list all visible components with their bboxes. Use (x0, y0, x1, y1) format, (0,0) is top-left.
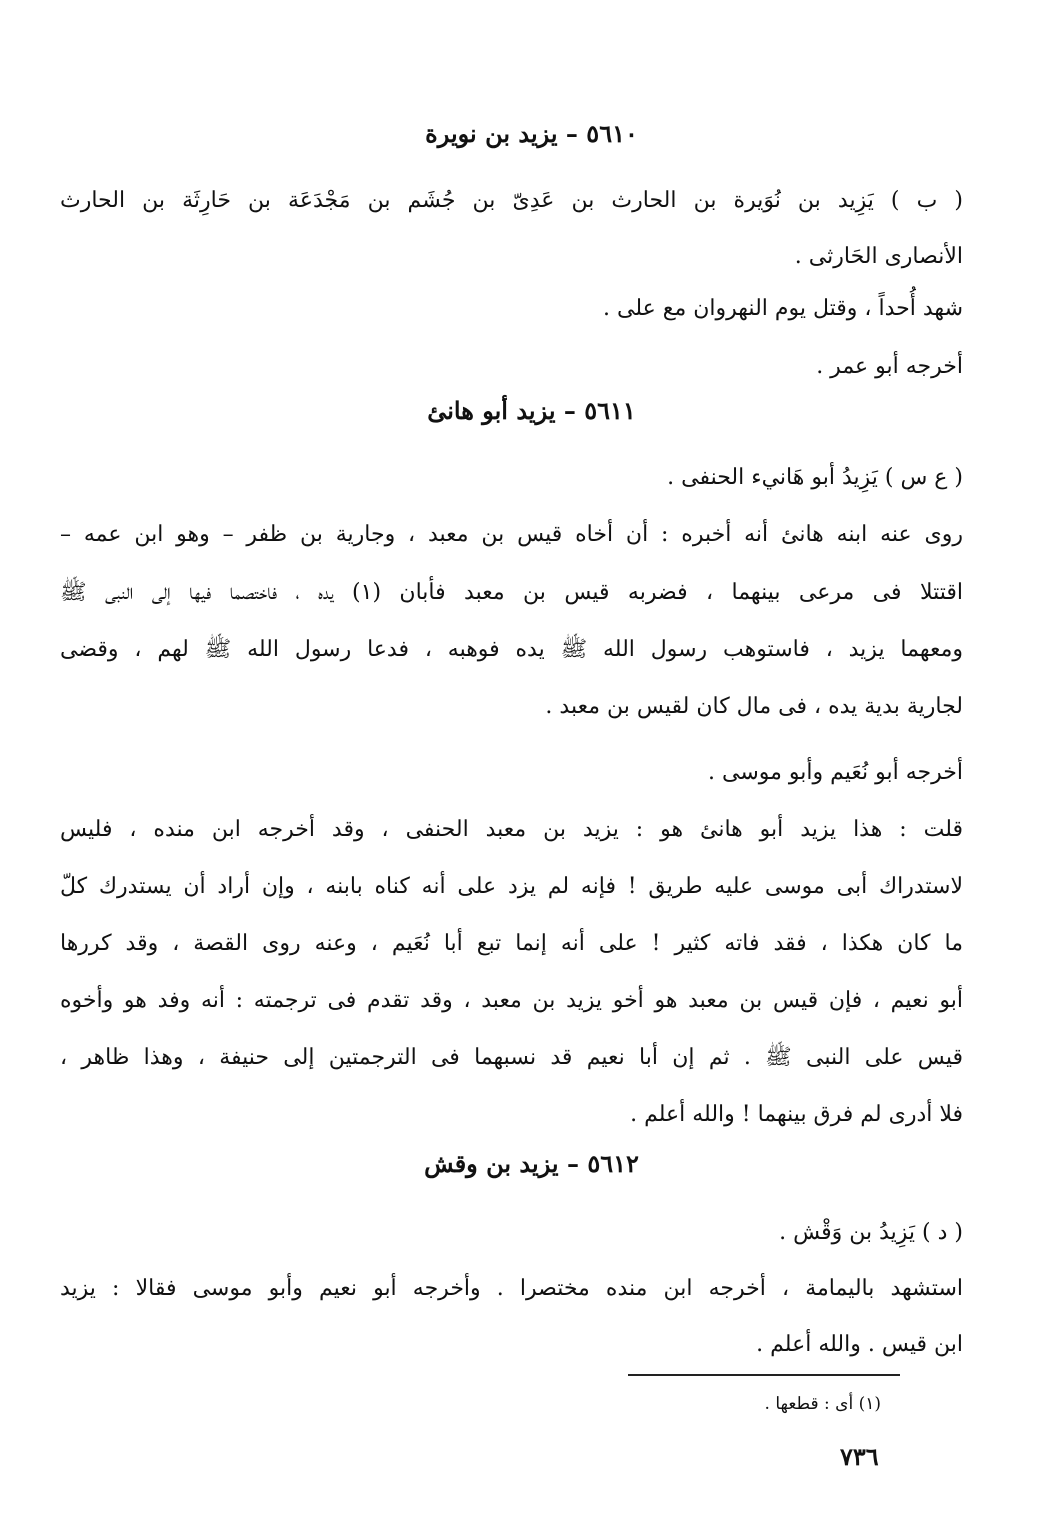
entry-5611-line-9: ما كان هكذا ، فقد فاته كثير ! على أنه إنما تبع أبا نُعَيم ، وعنه روى القصة ، وقد كررها (60, 931, 963, 956)
entry-5612-line-2: استشهد باليمامة ، أخرجه ابن منده مختصرا . وأخرجه أبو نعيم وأبو موسى فقالا : يزيد (60, 1276, 963, 1301)
entry-heading-5612: ٥٦١٢ – يزيد بن وقش (424, 1149, 639, 1178)
entry-5611-line-6: أخرجه أبو نُعَيم وأبو موسى . (708, 760, 963, 785)
entry-heading-5611: ٥٦١١ – يزيد أبو هانئ (427, 396, 636, 425)
entry-5611-line-12: فلا أدرى لم فرق بينهما ! والله أعلم . (630, 1102, 963, 1127)
entry-5611-line-2: روى عنه ابنه هانئ أنه أخبره : أن أخاه قيس بن معبد ، وجارية بن ظفر – وهو ابن عمه – (60, 522, 963, 547)
entry-5611-line-11: قيس على النبى ﷺ . ثم إن أبا نعيم قد نسبهما فى الترجمتين إلى حنيفة ، وهذا ظاهر ، (60, 1045, 963, 1070)
page-number: ٧٣٦ (840, 1442, 879, 1471)
entry-5610-line-1: ( ب ) يَزِيد بن نُوَيرة بن الحارث بن عَدِىّ بن جُشَم بن مَجْدَعَة بن حَارِثَة بن الحارث (60, 188, 963, 213)
entry-5610-line-2: الأنصارى الحَارثى . (794, 244, 963, 269)
entry-5611-line-4: ومعهما يزيد ، فاستوهب رسول الله ﷺ يده فوهبه ، فدعا رسول الله ﷺ لهم ، وقضى (60, 637, 963, 662)
entry-5610-line-4: أخرجه أبو عمر . (816, 354, 963, 379)
entry-5611-line-10: أبو نعيم ، فإن قيس بن معبد هو أخو يزيد بن معبد ، وقد تقدم فى ترجمته : أنه وفد هو وأخوه (60, 988, 963, 1013)
entry-5611-line-1: ( ع س ) يَزِيدُ أبو هَانيء الحنفى . (667, 465, 963, 490)
entry-5611-line-7: قلت : هذا يزيد أبو هانئ هو : يزيد بن معبد الحنفى ، وقد أخرجه ابن منده ، فليس (60, 817, 963, 842)
entry-5611-line-3: اقتتلا فى مرعى بينهما ، فضربه قيس بن معبد فأبان (١) يده ، فاختصما فيها إلى النبى ﷺ (60, 580, 963, 605)
entry-5610-line-3: شهد أُحداً ، وقتل يوم النهروان مع على . (603, 296, 963, 321)
footnote: (١) أى : قطعها . (764, 1394, 881, 1414)
entry-5612-line-3: ابن قيس . والله أعلم . (756, 1332, 963, 1357)
footnote-divider (628, 1374, 900, 1376)
entry-5612-line-1: ( د ) يَزِيدُ بن وَقْش . (779, 1220, 963, 1245)
entry-heading-5610: ٥٦١٠ – يزيد بن نويرة (425, 119, 638, 148)
entry-5611-line-5: لجارية بدية يده ، فى مال كان لقيس بن معبد . (545, 694, 963, 719)
entry-5611-line-8: لاستدراك أبى موسى عليه طريق ! فإنه لم يزد على أنه كناه بابنه ، وإن أراد أن يستدرك كلّ (60, 874, 963, 899)
